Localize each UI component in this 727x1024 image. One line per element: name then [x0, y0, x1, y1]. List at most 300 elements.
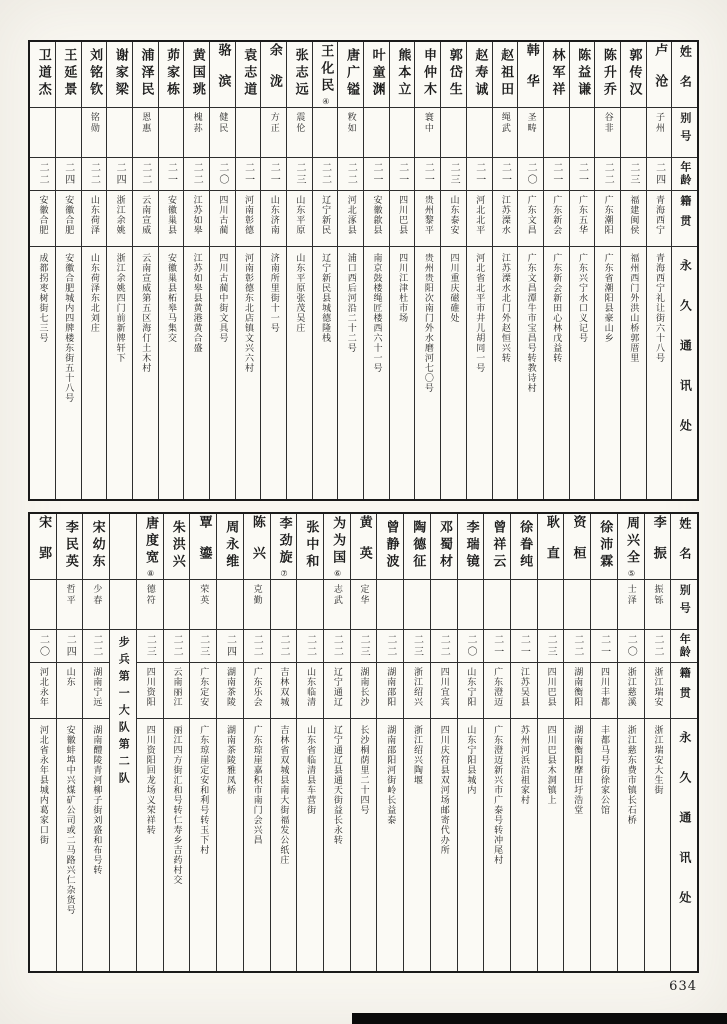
age-cell — [441, 158, 466, 191]
unit-divider-cell — [110, 630, 136, 971]
alias-cell — [618, 580, 644, 630]
person-entry-column — [440, 42, 466, 499]
name-cell — [30, 42, 55, 108]
scan-artifact-bar — [352, 1013, 727, 1024]
alias-cell — [431, 580, 457, 630]
person-age: 二三 — [358, 634, 370, 658]
name-cell — [618, 514, 644, 580]
person-alias: 荣英 — [198, 584, 209, 606]
name-cell — [570, 42, 595, 108]
person-native-place: 山东宁阳 — [465, 667, 476, 707]
alias-cell — [56, 108, 81, 158]
person-native-place: 浙江余姚 — [114, 195, 125, 235]
native-place-cell — [618, 663, 644, 719]
age-cell — [511, 630, 537, 663]
person-address: 安徽蚌埠中兴煤矿公司或二马路兴仁杂货号 — [64, 725, 75, 915]
name-cell — [83, 514, 109, 580]
person-address: 贵州贵阳次南门外水磨河七〇号 — [422, 253, 433, 393]
alias-cell — [83, 580, 109, 630]
person-native-place: 湖南长沙 — [358, 667, 369, 707]
person-native-place: 广东定安 — [198, 667, 209, 707]
alias-cell — [564, 580, 590, 630]
header-name-label: 姓名 — [678, 44, 693, 105]
native-place-cell — [137, 663, 163, 719]
header-age-cell — [672, 158, 697, 191]
person-address: 浙江瑞安大生街 — [652, 725, 663, 795]
age-cell — [217, 630, 243, 663]
person-native-place: 湖南宁远 — [91, 667, 102, 707]
name-cell — [244, 514, 270, 580]
age-cell — [137, 630, 163, 663]
name-wrap — [356, 515, 371, 579]
name-cell — [164, 514, 190, 580]
person-age: 二一 — [576, 162, 588, 186]
person-name: 余泷 — [266, 42, 282, 105]
directory-table-bottom — [28, 512, 699, 973]
person-age: 二一 — [396, 162, 408, 186]
person-name: 张志远 — [292, 48, 308, 99]
person-alias: 绳武 — [499, 112, 510, 134]
address-cell — [107, 247, 132, 499]
name-cell — [484, 514, 510, 580]
person-age: 二二 — [90, 634, 102, 658]
header-age-cell — [671, 630, 697, 663]
address-cell — [621, 247, 646, 499]
name-wrap — [472, 48, 487, 101]
person-entry-column — [466, 42, 492, 499]
native-place-cell — [57, 663, 83, 719]
person-name: 宋郢 — [36, 514, 52, 577]
age-cell — [236, 158, 261, 191]
person-alias: 铭勋 — [88, 112, 99, 134]
address-cell — [210, 247, 235, 499]
person-native-place: 四川资阳 — [144, 667, 155, 707]
person-address: 丽江四方街汇和号转仁寿乡吉药村交 — [171, 725, 182, 885]
person-entry-column — [296, 514, 323, 971]
address-cell — [159, 247, 184, 499]
name-wrap — [61, 48, 76, 101]
native-place-cell — [570, 191, 595, 247]
person-name: 徐沛霖 — [597, 520, 613, 571]
name-footnote-badge: ⑧ — [146, 568, 156, 578]
person-address: 山东省临清县车营街 — [305, 725, 316, 815]
person-name: 李劲旋 — [276, 515, 292, 567]
name-wrap — [383, 520, 398, 573]
name-cell — [467, 42, 492, 108]
address-cell — [377, 719, 403, 971]
person-entry-column — [646, 42, 672, 499]
person-name: 资桓 — [570, 514, 586, 577]
address-cell — [244, 719, 270, 971]
name-cell — [210, 42, 235, 108]
person-name: 赵寿诚 — [472, 48, 488, 99]
person-name: 赵祖田 — [498, 48, 514, 99]
native-place-cell — [645, 663, 671, 719]
name-cell — [217, 514, 243, 580]
person-age: 二二 — [171, 634, 183, 658]
person-name: 卫道杰 — [35, 48, 51, 99]
alias-cell — [244, 580, 270, 630]
person-native-place: 广东潮阳 — [602, 195, 613, 235]
alias-cell — [287, 108, 312, 158]
person-age: 二二 — [37, 162, 49, 186]
name-wrap — [549, 48, 564, 101]
person-native-place: 浙江绍兴 — [411, 667, 422, 707]
alias-cell — [467, 108, 492, 158]
person-age: 二二 — [331, 634, 343, 658]
name-cell — [431, 514, 457, 580]
person-alias: 哲平 — [64, 584, 75, 606]
address-cell — [390, 247, 415, 499]
person-age: 二〇 — [216, 162, 228, 186]
person-address: 河北省永年县城内葛家口街 — [37, 725, 48, 845]
alias-cell — [441, 108, 466, 158]
person-address: 四川重庆磁碓处 — [448, 253, 459, 323]
native-place-cell — [236, 191, 261, 247]
name-wrap — [292, 48, 307, 101]
name-cell — [404, 514, 430, 580]
person-native-place: 四川巴县 — [397, 195, 408, 235]
person-name: 周永维 — [223, 520, 239, 571]
person-address: 四川巴县木洞镇上 — [545, 725, 556, 805]
alias-cell — [544, 108, 569, 158]
person-native-place: 浙江慈溪 — [625, 667, 636, 707]
name-wrap — [87, 48, 102, 101]
alias-cell — [190, 580, 216, 630]
person-address: 广东文昌潭牛市宝昌号转教诗村 — [525, 253, 536, 393]
age-cell — [83, 630, 109, 663]
alias-cell — [107, 108, 132, 158]
person-age: 二一 — [491, 634, 503, 658]
alias-cell — [159, 108, 184, 158]
address-cell — [441, 247, 466, 499]
name-cell — [313, 42, 338, 108]
address-cell — [645, 719, 671, 971]
address-cell — [30, 247, 55, 499]
person-name: 叶童渊 — [369, 48, 385, 99]
native-place-cell — [313, 191, 338, 247]
address-cell — [591, 719, 617, 971]
person-age: 二一 — [268, 162, 280, 186]
person-native-place: 福建闽侯 — [628, 195, 639, 235]
person-entry-column — [323, 514, 350, 971]
person-address: 云南宣威第五区海仃土木村 — [140, 253, 151, 373]
name-cell — [271, 514, 297, 580]
person-name: 郭岱生 — [446, 48, 462, 99]
native-place-cell — [544, 191, 569, 247]
person-entry-column — [483, 514, 510, 971]
person-name: 李民英 — [62, 520, 78, 571]
native-place-cell — [56, 191, 81, 247]
name-cell — [184, 42, 209, 108]
native-place-cell — [404, 663, 430, 719]
person-address: 浙江绍兴陶堰 — [411, 725, 422, 785]
name-wrap — [395, 48, 410, 101]
address-cell — [415, 247, 440, 499]
divider-empty-name-cell — [110, 514, 136, 580]
name-cell — [390, 42, 415, 108]
person-address: 湖南衡阳摩田圩浩堂 — [572, 725, 583, 815]
person-age: 二二 — [277, 634, 289, 658]
name-wrap — [112, 48, 127, 101]
person-age: 二一 — [242, 162, 254, 186]
person-age: 二三 — [293, 162, 305, 186]
person-native-place: 四川古蔺 — [217, 195, 228, 235]
person-age: 二四 — [653, 162, 665, 186]
name-wrap — [575, 48, 590, 101]
alias-cell — [313, 108, 338, 158]
age-cell — [82, 158, 107, 191]
person-native-place: 河北永年 — [37, 667, 48, 707]
age-cell — [244, 630, 270, 663]
name-cell — [190, 514, 216, 580]
person-age: 二二 — [652, 634, 664, 658]
native-place-cell — [133, 191, 158, 247]
age-cell — [338, 158, 363, 191]
native-place-cell — [244, 663, 270, 719]
name-wrap — [446, 48, 461, 101]
person-address: 丰都马号街徐家公馆 — [599, 725, 610, 815]
name-cell — [137, 514, 163, 580]
person-name: 熊本立 — [395, 48, 411, 99]
person-name: 陈升乔 — [600, 48, 616, 99]
person-entry-column — [389, 42, 415, 499]
alias-cell — [591, 580, 617, 630]
alias-cell — [647, 108, 672, 158]
address-cell — [484, 719, 510, 971]
person-address: 青海西宁礼让街六十八号 — [654, 253, 664, 363]
address-cell — [618, 719, 644, 971]
alias-cell — [511, 580, 537, 630]
age-cell — [458, 630, 484, 663]
person-address: 南京鼓楼绳匠楼西六十一号 — [371, 253, 382, 373]
person-native-place: 安徽巢县 — [165, 195, 176, 235]
name-wrap — [626, 48, 641, 101]
person-entry-column — [55, 42, 81, 499]
address-cell — [364, 247, 389, 499]
name-cell — [493, 42, 518, 108]
age-cell — [133, 158, 158, 191]
age-cell — [591, 630, 617, 663]
age-cell — [30, 158, 55, 191]
name-cell — [57, 514, 83, 580]
address-cell — [56, 247, 81, 499]
age-cell — [377, 630, 403, 663]
alias-cell — [351, 580, 377, 630]
native-place-cell — [190, 663, 216, 719]
person-entry-column — [620, 42, 646, 499]
person-age: 二二 — [319, 162, 331, 186]
alias-cell — [137, 580, 163, 630]
person-alias: 士泽 — [625, 584, 636, 606]
native-place-cell — [564, 663, 590, 719]
name-cell — [645, 514, 671, 580]
person-address: 山东荷泽东北刘庄 — [88, 253, 99, 333]
name-cell — [647, 42, 672, 108]
alias-cell — [217, 580, 243, 630]
person-address: 河北省北平市井儿胡同一号 — [474, 253, 485, 373]
name-wrap — [330, 516, 345, 578]
age-cell — [595, 158, 620, 191]
name-wrap — [62, 520, 77, 573]
person-age: 二三 — [411, 634, 423, 658]
person-entry-column — [30, 514, 56, 971]
person-alias: 寰中 — [422, 112, 433, 134]
person-address: 苏州河浜沿祖家村 — [518, 725, 529, 805]
alias-cell — [164, 580, 190, 630]
alias-cell — [415, 108, 440, 158]
person-age: 二〇 — [525, 162, 537, 186]
age-cell — [184, 158, 209, 191]
native-place-cell — [338, 191, 363, 247]
person-native-place: 广东文昌 — [525, 195, 536, 235]
native-place-cell — [647, 191, 672, 247]
person-address: 四川江津杜市场 — [397, 253, 408, 323]
name-wrap — [318, 44, 333, 106]
name-wrap — [89, 520, 104, 573]
name-cell — [591, 514, 617, 580]
address-cell — [544, 247, 569, 499]
person-entry-column — [617, 514, 644, 971]
person-alias: 圣畴 — [525, 112, 536, 134]
native-place-cell — [377, 663, 403, 719]
person-name: 陈兴 — [249, 514, 265, 577]
person-address: 四川资阳回龙场义荣祥转 — [144, 725, 155, 835]
name-cell — [564, 514, 590, 580]
name-wrap — [249, 515, 264, 579]
person-name: 王化民 — [318, 43, 334, 95]
person-entry-column — [81, 42, 107, 499]
page-number: 634 — [669, 979, 697, 994]
age-cell — [271, 630, 297, 663]
person-address: 广东琼崖嘉积市南门会兴昌 — [251, 725, 262, 845]
header-address-cell — [671, 719, 697, 971]
person-name: 谢家梁 — [112, 48, 128, 99]
person-native-place: 云南宣威 — [140, 195, 151, 235]
person-age: 二二 — [251, 634, 263, 658]
name-wrap — [164, 48, 179, 101]
person-entry-column — [312, 42, 338, 499]
name-wrap — [189, 48, 204, 101]
person-native-place: 江苏如皋 — [191, 195, 202, 235]
person-address: 成都拐枣树街七三号 — [37, 253, 48, 343]
name-cell — [159, 42, 184, 108]
header-alias-cell — [671, 580, 697, 630]
age-cell — [313, 158, 338, 191]
name-footnote-badge: ⑦ — [279, 568, 289, 578]
address-cell — [190, 719, 216, 971]
person-entry-column — [56, 514, 83, 971]
alias-cell — [377, 580, 403, 630]
person-entry-column — [270, 514, 297, 971]
name-cell — [441, 42, 466, 108]
person-native-place: 山东临清 — [305, 667, 316, 707]
alias-cell — [404, 580, 430, 630]
alias-cell — [30, 108, 55, 158]
person-entry-column — [376, 514, 403, 971]
alias-cell — [338, 108, 363, 158]
age-cell — [618, 630, 644, 663]
person-name: 李振 — [650, 514, 666, 577]
alias-cell — [364, 108, 389, 158]
header-alias-label: 别号 — [678, 112, 692, 148]
person-age: 二四 — [224, 634, 236, 658]
name-wrap — [215, 43, 230, 107]
address-cell — [431, 719, 457, 971]
person-alias: 克勤 — [251, 584, 262, 606]
person-address: 浙江余姚四门前新牌轩下 — [114, 253, 125, 363]
person-alias: 槐荪 — [191, 112, 202, 134]
alias-cell — [184, 108, 209, 158]
person-address: 浙江慈东费市镇长石桥 — [625, 725, 636, 825]
person-age: 二二 — [191, 162, 203, 186]
address-cell — [297, 719, 323, 971]
name-wrap — [523, 43, 538, 107]
person-name: 为为国 — [330, 515, 346, 567]
person-native-place: 河北北平 — [474, 195, 485, 235]
person-age: 二一 — [473, 162, 485, 186]
native-place-cell — [271, 663, 297, 719]
person-name: 黄英 — [356, 514, 372, 577]
person-age: 二四 — [114, 162, 126, 186]
person-entry-column — [286, 42, 312, 499]
person-native-place: 河北涿县 — [345, 195, 356, 235]
native-place-cell — [210, 191, 235, 247]
alias-cell — [390, 108, 415, 158]
person-age: 二一 — [598, 634, 610, 658]
age-cell — [287, 158, 312, 191]
name-wrap — [543, 515, 558, 579]
person-native-place: 广东新会 — [551, 195, 562, 235]
age-cell — [645, 630, 671, 663]
person-entry-column — [216, 514, 243, 971]
header-name-cell — [671, 514, 697, 580]
person-native-place: 青海西宁 — [654, 195, 664, 235]
person-age: 二一 — [550, 162, 562, 186]
person-entry-column — [106, 42, 132, 499]
name-cell — [133, 42, 158, 108]
person-alias: 敉如 — [345, 112, 356, 134]
person-native-place: 湖南衡阳 — [572, 667, 583, 707]
age-cell — [544, 158, 569, 191]
name-wrap — [35, 48, 50, 101]
address-cell — [83, 719, 109, 971]
person-alias: 少春 — [91, 584, 102, 606]
person-age: 二一 — [165, 162, 177, 186]
alias-cell — [82, 108, 107, 158]
age-cell — [493, 158, 518, 191]
address-cell — [518, 247, 543, 499]
person-age: 二四 — [64, 634, 76, 658]
name-cell — [518, 42, 543, 108]
age-cell — [107, 158, 132, 191]
person-entry-column — [209, 42, 235, 499]
person-name: 唐广镒 — [343, 48, 359, 99]
person-address: 广东兴宁水口义记号 — [576, 253, 587, 343]
address-cell — [324, 719, 350, 971]
native-place-cell — [591, 663, 617, 719]
table-header-column — [671, 42, 697, 499]
person-address: 广东新会新田心林戊益转 — [551, 253, 562, 363]
name-wrap — [223, 520, 238, 573]
person-address: 广东省潮阳县豪山乡 — [602, 253, 613, 343]
address-cell — [351, 719, 377, 971]
name-cell — [538, 514, 564, 580]
name-wrap — [650, 515, 665, 579]
header-name-label: 姓名 — [677, 516, 692, 577]
address-cell — [133, 247, 158, 499]
address-cell — [493, 247, 518, 499]
